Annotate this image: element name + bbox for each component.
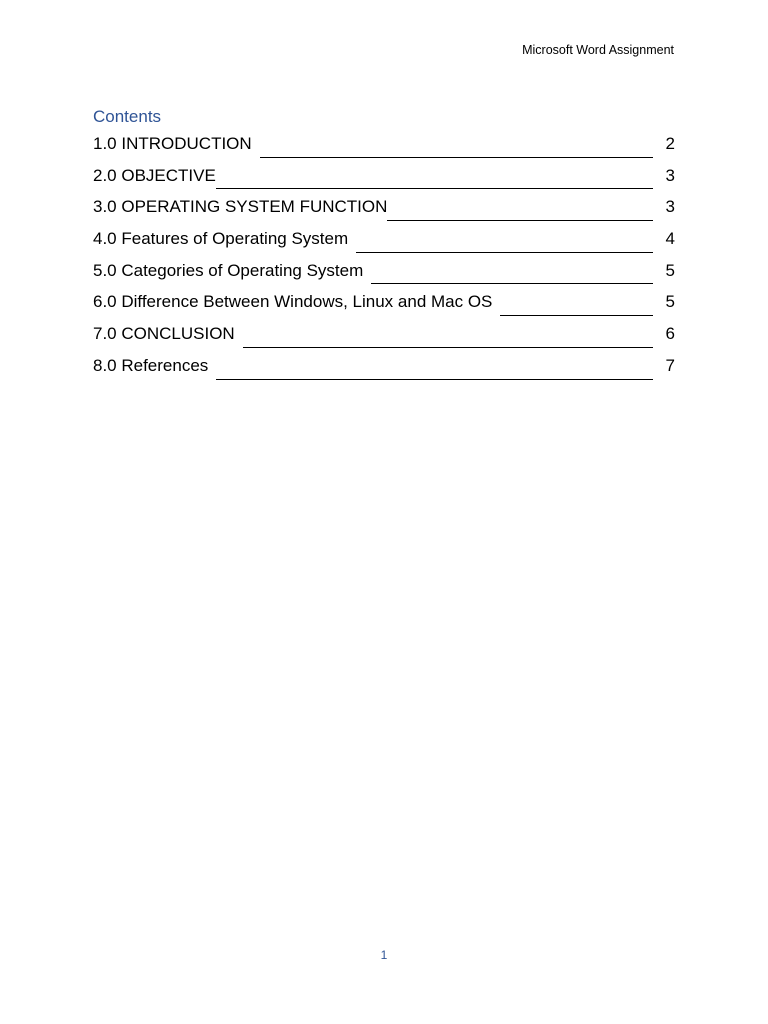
table-of-contents <box>93 131 675 385</box>
toc-entry-page: 3 <box>665 197 675 217</box>
toc-title: Contents <box>93 107 162 126</box>
toc-leader-line <box>260 157 653 158</box>
toc-leader-line <box>243 347 653 348</box>
toc-entry-introduction[interactable] <box>93 131 675 163</box>
toc-entry-objective[interactable] <box>93 163 675 195</box>
toc-entry-categories[interactable] <box>93 258 675 290</box>
toc-entry-page: 3 <box>665 165 675 185</box>
toc-leader-line <box>387 220 653 221</box>
toc-entry-label: 3.0 OPERATING SYSTEM FUNCTION <box>93 197 388 217</box>
toc-entry-conclusion[interactable] <box>93 321 675 353</box>
toc-entry-label: 2.0 OBJECTIVE <box>93 165 216 185</box>
footer-page-number: 1 <box>380 948 388 962</box>
page-header: Microsoft Word Assignment <box>522 43 674 57</box>
toc-entry-page: 6 <box>665 324 675 344</box>
toc-entry-features[interactable] <box>93 226 675 258</box>
toc-leader-line <box>371 283 653 284</box>
toc-entry-difference[interactable] <box>93 289 675 321</box>
toc-entry-page: 7 <box>665 355 675 375</box>
toc-leader-line <box>216 188 653 189</box>
toc-entry-page: 5 <box>665 292 675 312</box>
toc-entry-page: 2 <box>665 134 675 153</box>
toc-entry-label: 1.0 INTRODUCTION <box>93 134 252 153</box>
toc-entry-page: 5 <box>665 260 675 280</box>
toc-entry-page: 4 <box>665 229 675 249</box>
toc-entry-label: 5.0 Categories of Operating System <box>93 260 364 280</box>
toc-leader-line <box>356 252 653 253</box>
toc-entry-label: 4.0 Features of Operating System <box>93 229 349 249</box>
toc-entry-label: 6.0 Difference Between Windows, Linux and Mac OS <box>93 292 493 312</box>
toc-entry-label: 7.0 CONCLUSION <box>93 324 235 344</box>
toc-entry-operating-system-function[interactable] <box>93 194 675 226</box>
toc-leader-line <box>216 379 653 380</box>
toc-entry-label: 8.0 References <box>93 355 209 375</box>
toc-entry-references[interactable] <box>93 353 675 385</box>
toc-leader-line <box>500 315 653 316</box>
